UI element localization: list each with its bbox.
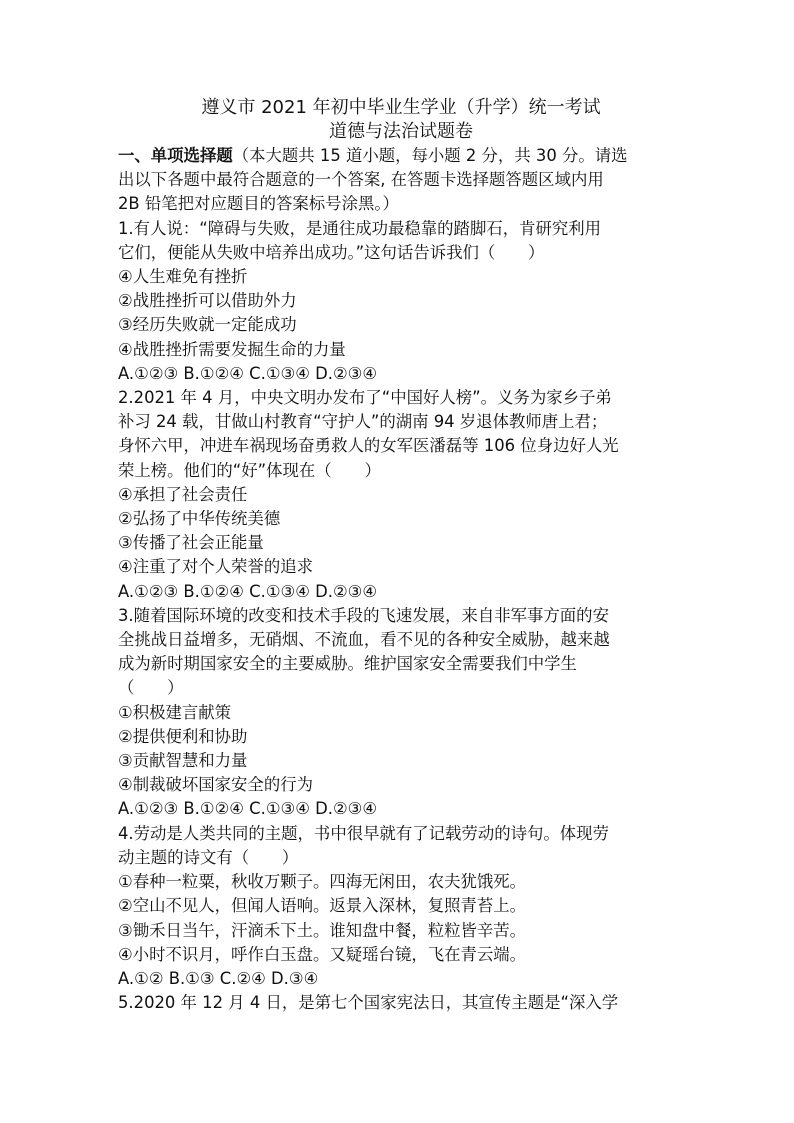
- question-stem-line: 2.2021 年 4 月，中央文明办发布了“中国好人榜”。义务为家乡子弟: [118, 388, 612, 408]
- question-answer-choices: A.①② B.①③ C.②④ D.③④: [118, 968, 319, 988]
- exam-subtitle: 道德与法治试题卷: [329, 121, 473, 142]
- question-option: ④注重了对个人荣誉的追求: [118, 557, 313, 577]
- question-4: [118, 822, 684, 991]
- question-option: ③锄禾日当午，汗滴禾下土。谁知盘中餐，粒粒皆辛苦。: [118, 920, 527, 940]
- question-option: ④人生难免有挫折: [118, 267, 248, 287]
- question-stem-line: 全挑战日益增多，无硝烟、不流血，看不见的各种安全威胁，越来越: [118, 630, 610, 650]
- question-stem-line: 荣上榜。他们的“好”体现在（ ）: [118, 460, 381, 480]
- question-option: ②战胜挫折可以借助外力: [118, 291, 297, 311]
- section-heading: 一、单项选择题: [118, 146, 233, 165]
- question-3: [118, 604, 684, 822]
- question-stem-line: 动主题的诗文有（ ）: [118, 847, 299, 867]
- section-heading-line: [118, 144, 684, 168]
- question-answer-choices: A.①②③ B.①②④ C.①③④ D.②③④: [118, 581, 378, 601]
- question-answer-choices: A.①②③ B.①②④ C.①③④ D.②③④: [118, 363, 378, 383]
- question-stem-line: 3.随着国际环境的改变和技术手段的飞速发展，来自非军事方面的安: [118, 605, 609, 625]
- exam-title: 遵义市 2021 年初中毕业生学业（升学）统一考试: [201, 97, 601, 118]
- section-instructions-line3: 2B 铅笔把对应题目的答案标号涂黑。）: [118, 194, 399, 214]
- section-instructions: [118, 144, 684, 217]
- section-instructions-line2: 出以下各题中最符合题意的一个答案, 在答题卡选择题答题区域内用: [118, 170, 604, 190]
- section-instructions-line1: （本大题共 15 道小题，每小题 2 分，共 30 分。请选: [232, 146, 628, 165]
- question-option: ③贡献智慧和力量: [118, 751, 248, 771]
- question-1: [118, 217, 684, 386]
- question-option: ②弘扬了中华传统美德: [118, 509, 281, 529]
- question-option: ③传播了社会正能量: [118, 533, 264, 553]
- question-option: ③经历失败就一定能成功: [118, 315, 297, 335]
- question-option: ②提供便利和协助: [118, 726, 248, 746]
- question-stem-line: 补习 24 载，甘做山村教育“守护人”的湖南 94 岁退体教师唐上君；: [118, 412, 608, 432]
- question-option: ④承担了社会责任: [118, 484, 248, 504]
- question-option: ①积极建言献策: [118, 702, 232, 722]
- question-stem-line: （ ）: [118, 678, 184, 698]
- question-stem-line: 1.有人说：“障碍与失败，是通往成功最稳靠的踏脚石，肯研究利用: [118, 218, 602, 238]
- question-option: ①春种一粒粟，秋收万颗子。四海无闲田，农夫犹饿死。: [118, 872, 527, 892]
- question-stem-line: 4.劳动是人类共同的主题，书中很早就有了记载劳动的诗句。体现劳: [118, 823, 609, 843]
- question-stem-line: 它们，便能从失败中培养出成功。”这句话告诉我们（ ）: [118, 242, 545, 262]
- question-stem-line: 身怀六甲，冲进车祸现场奋勇救人的女军医潘磊等 106 位身边好人光: [118, 436, 619, 456]
- question-option: ④制裁破坏国家安全的行为: [118, 775, 313, 795]
- exam-page: [118, 96, 684, 1015]
- question-option: ②空山不见人，但闻人语响。返景入深林，复照青苔上。: [118, 896, 527, 916]
- question-stem-line: 5.2020 年 12 月 4 日，是第七个国家宪法日，其宣传主题是“深入学: [118, 993, 619, 1013]
- question-stem-line: 成为新时期国家安全的主要威胁。维护国家安全需要我们中学生: [118, 654, 577, 674]
- question-option: ④战胜挫折需要发掘生命的力量: [118, 339, 346, 359]
- question-option: ④小时不识月，呼作白玉盘。又疑瑶台镜，飞在青云端。: [118, 944, 527, 964]
- question-answer-choices: A.①②③ B.①②④ C.①③④ D.②③④: [118, 799, 378, 819]
- question-5: [118, 991, 684, 1015]
- question-2: [118, 386, 684, 604]
